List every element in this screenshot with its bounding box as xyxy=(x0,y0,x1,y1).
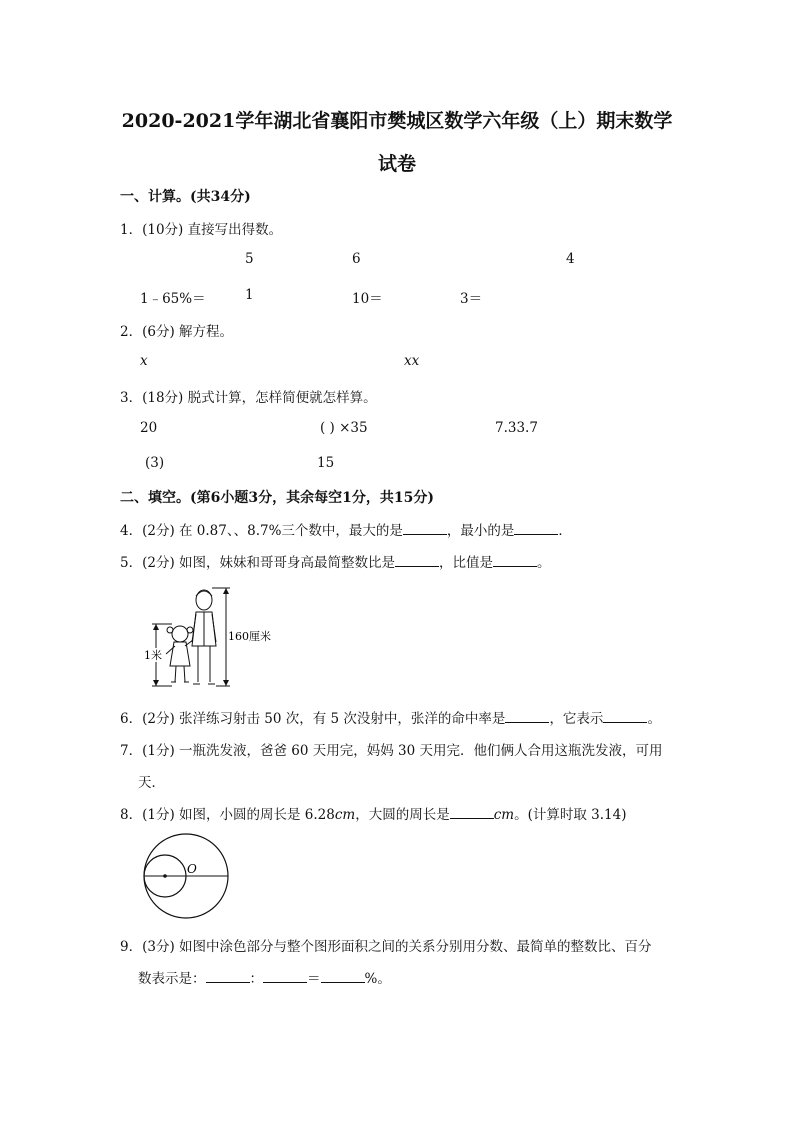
q8-blank-circumference[interactable] xyxy=(450,806,494,819)
boy-height-label: 160厘米 xyxy=(228,630,271,643)
q1-label: 1．(10分) 直接写出得数。 xyxy=(120,222,283,238)
center-o-label: O xyxy=(187,862,197,876)
q2-var-a: x xyxy=(140,353,148,369)
q4-text-a: 4．(2分) 在 0.87、、8.7%三个数中，最大的是 xyxy=(120,523,403,539)
girl-figure xyxy=(166,626,193,682)
girl-height-label: 1米 xyxy=(144,649,162,662)
q7-line1: 7．(1分) 一瓶洗发液，爸爸 60 天用完，妈妈 30 天用完．他们俩人合用这瓶洗发液，可用 xyxy=(120,743,663,759)
q1-frac-num-2: 6 xyxy=(352,251,361,267)
q8-unit-b: cm xyxy=(493,807,515,823)
section1-heading: 一、计算。(共34分) xyxy=(120,189,251,205)
q1-expr-a: 1﹣65%＝ xyxy=(140,291,206,307)
q7-line2: 天． xyxy=(138,775,165,791)
q5-blank-value[interactable] xyxy=(493,554,537,567)
q5-text-b: ，比值是 xyxy=(439,555,494,571)
q9-line2 xyxy=(138,967,391,987)
page-title-line2: 试卷 xyxy=(377,153,416,175)
q6-text-b: ，它表示 xyxy=(549,711,604,727)
q1-expr-b: 1 xyxy=(245,287,254,303)
q9-blank-fraction[interactable] xyxy=(206,970,250,983)
q9-blank-percent[interactable] xyxy=(321,970,365,983)
q3-expr-e: 15 xyxy=(317,455,335,471)
q1-frac-num-1: 5 xyxy=(245,251,254,267)
q5-line xyxy=(120,551,551,571)
q1-expr-c: 10＝ xyxy=(352,291,383,307)
q1-frac-num-3: 4 xyxy=(566,251,575,267)
small-circle-center xyxy=(163,874,167,878)
circles-figure xyxy=(138,831,234,923)
q4-line xyxy=(120,519,572,539)
q2-var-b: xx xyxy=(404,353,420,369)
q9-text-b: ： xyxy=(249,971,263,987)
q8-text-a: 8．(1分) 如图，小圆的周长是 6.28 xyxy=(120,807,335,823)
q5-text-a: 5．(2分) 如图，妹妹和哥哥身高最简整数比是 xyxy=(120,555,396,571)
q3-expr-a: 20 xyxy=(140,420,158,436)
q8-text-b: ，大圆的周长是 xyxy=(355,807,450,823)
q5-blank-ratio[interactable] xyxy=(395,554,439,567)
q8-text-c: 。(计算时取 3.14) xyxy=(514,807,627,823)
q3-expr-c: 7.33.7 xyxy=(495,420,538,436)
q3-expr-d: (3) xyxy=(145,455,165,471)
q3-expr-b: ( ) ×35 xyxy=(320,420,368,436)
boy-figure xyxy=(192,590,216,684)
q2-label: 2．(6分) 解方程。 xyxy=(120,324,234,340)
q6-text-a: 6．(2分) 张洋练习射击 50 次，有 5 次没射中，张洋的命中率是 xyxy=(120,711,506,727)
q9-text-d: %。 xyxy=(364,971,391,987)
q9-text-a: 数表示是： xyxy=(138,971,206,987)
q9-line1: 9．(3分) 如图中涂色部分与整个图形面积之间的关系分别用分数、最简单的整数比、百分 xyxy=(120,939,652,955)
q4-text-b: ，最小的是 xyxy=(446,523,515,539)
q4-blank-max[interactable] xyxy=(403,522,447,535)
q6-blank-meaning[interactable] xyxy=(603,710,647,723)
q6-blank-rate[interactable] xyxy=(505,710,549,723)
q8-line xyxy=(120,803,627,823)
q4-blank-min[interactable] xyxy=(514,522,558,535)
q4-text-c: ． xyxy=(558,523,572,539)
section2-heading: 二、填空。(第6小题3分，其余每空1分，共15分) xyxy=(120,490,434,506)
q3-label: 3．(18分) 脱式计算，怎样简便就怎样算。 xyxy=(120,390,377,406)
q6-line xyxy=(120,707,661,727)
q8-unit-a: cm xyxy=(334,807,356,823)
q5-text-c: 。 xyxy=(537,555,551,571)
height-comparison-figure xyxy=(138,580,298,695)
q1-expr-d: 3＝ xyxy=(460,291,483,307)
q9-text-c: ＝ xyxy=(307,971,321,987)
q9-blank-ratio[interactable] xyxy=(263,970,307,983)
q6-text-c: 。 xyxy=(647,711,661,727)
page-title-line1: 2020-2021学年湖北省襄阳市樊城区数学六年级（上）期末数学 xyxy=(121,110,673,132)
